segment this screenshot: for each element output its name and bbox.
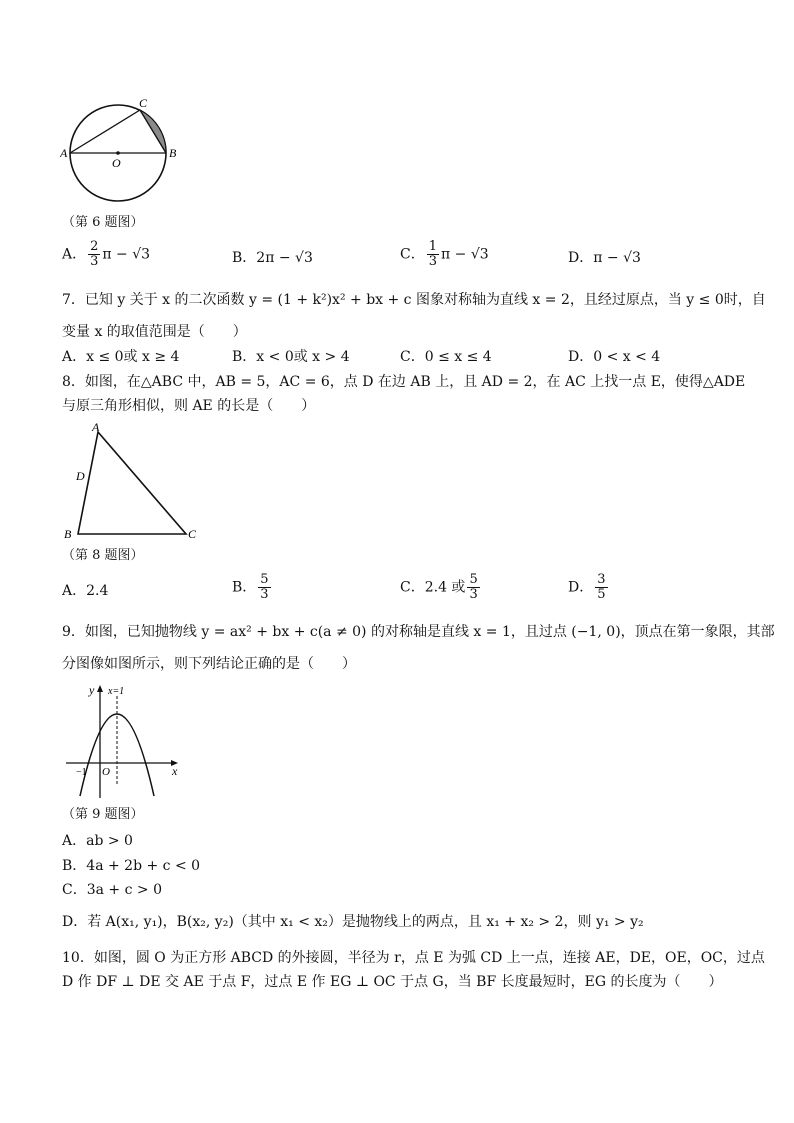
q8-option-d bbox=[568, 573, 610, 602]
option-text: 2.4 或 bbox=[424, 579, 466, 596]
numerator: 1 bbox=[428, 239, 437, 254]
label-x-eq-1: x=1 bbox=[108, 686, 125, 697]
q9-stem-line1: 9．如图，已知抛物线 y = ax² + bx + c(a ≠ 0) 的对称轴是直线 x = 1，且过点 (−1, 0)，顶点在第一象限，其部 bbox=[62, 624, 775, 640]
q9-option-d: D．若 A(x₁, y₁)，B(x₂, y₂)（其中 x₁ < x₂）是抛物线上的两点，且 x₁ + x₂ > 2，则 y₁ > y₂ bbox=[62, 914, 644, 930]
option-text: 0 ≤ x ≤ 4 bbox=[424, 349, 492, 365]
q7-stem-line2: 变量 x 的取值范围是（ ） bbox=[62, 324, 247, 340]
option-text: π − √3 bbox=[441, 246, 489, 263]
denominator: 5 bbox=[597, 587, 606, 602]
option-text: x < 0或 x > 4 bbox=[256, 349, 350, 365]
fraction bbox=[258, 573, 270, 602]
option-letter: D． bbox=[568, 349, 594, 365]
option-letter: B． bbox=[232, 250, 257, 266]
q6-option-c bbox=[400, 240, 489, 269]
option-text: π − √3 bbox=[102, 246, 151, 263]
figure-6-circle bbox=[60, 96, 190, 208]
q7-option-d bbox=[568, 347, 660, 367]
q8-stem-line2: 与原三角形相似，则 AE 的长是（ ） bbox=[62, 398, 316, 414]
denominator: 3 bbox=[469, 587, 478, 602]
label-c: C bbox=[139, 96, 148, 110]
q9-stem-line2: 分图像如图所示，则下列结论正确的是（ ） bbox=[62, 656, 356, 672]
option-text: 2π − √3 bbox=[256, 250, 313, 266]
fraction bbox=[427, 240, 439, 269]
label-o: O bbox=[112, 156, 121, 170]
chord-ac bbox=[70, 110, 140, 153]
figure-6-caption: （第 6 题图） bbox=[62, 215, 144, 230]
chord-cb bbox=[140, 110, 166, 153]
option-letter: C． bbox=[400, 246, 425, 263]
denominator: 3 bbox=[260, 587, 269, 602]
q10-stem-line2: D 作 DF ⊥ DE 交 AE 于点 F，过点 E 作 EG ⊥ OC 于点 G，当 BF 长度最短时，EG 的长度为（ ） bbox=[62, 974, 723, 990]
label-x: x bbox=[172, 764, 178, 778]
label-b: B bbox=[169, 146, 177, 160]
q8-stem-line1: 8．如图，在△ABC 中，AB = 5，AC = 6，点 D 在边 AB 上，且 AD = 2，在 AC 上找一点 E，使得△ADE bbox=[62, 374, 746, 390]
label-c: C bbox=[188, 527, 197, 541]
option-text: π − √3 bbox=[593, 250, 641, 266]
fraction bbox=[467, 573, 479, 602]
center-dot bbox=[116, 151, 120, 155]
figure-8-triangle bbox=[60, 422, 210, 542]
q7-option-c bbox=[400, 347, 492, 367]
option-letter: A． bbox=[62, 246, 87, 263]
label-neg1: −1 bbox=[76, 767, 87, 778]
option-letter: A． bbox=[62, 583, 87, 599]
q8-option-b bbox=[232, 573, 273, 602]
q6-option-a bbox=[62, 240, 150, 269]
option-letter: D． bbox=[568, 250, 594, 266]
numerator: 5 bbox=[469, 572, 478, 587]
option-text: 2.4 bbox=[86, 583, 109, 599]
q7-option-a bbox=[62, 347, 179, 367]
label-a: A bbox=[60, 146, 68, 160]
option-letter: D． bbox=[568, 579, 594, 596]
q6-option-b bbox=[232, 248, 313, 268]
figure-9-parabola bbox=[60, 680, 190, 802]
label-a: A bbox=[92, 422, 100, 434]
label-d: D bbox=[76, 469, 85, 483]
label-o: O bbox=[102, 766, 110, 778]
numerator: 5 bbox=[260, 572, 269, 587]
option-letter: B． bbox=[232, 579, 257, 596]
q6-option-d bbox=[568, 248, 641, 268]
option-letter: A． bbox=[62, 349, 87, 365]
triangle-abc bbox=[78, 432, 186, 534]
q9-option-b: B．4a + 2b + c < 0 bbox=[62, 858, 201, 874]
q9-option-a: A．ab > 0 bbox=[62, 833, 133, 849]
figure-9-caption: （第 9 题图） bbox=[62, 807, 144, 822]
figure-8-caption: （第 8 题图） bbox=[62, 548, 144, 563]
q7-stem-line1: 7．已知 y 关于 x 的二次函数 y = (1 + k²)x² + bx + c 图象对称轴为直线 x = 2，且经过原点，当 y ≤ 0时，自 bbox=[62, 292, 766, 308]
label-b: B bbox=[64, 527, 72, 541]
option-letter: B． bbox=[232, 349, 257, 365]
q8-option-a bbox=[62, 581, 108, 601]
q10-stem-line1: 10．如图，圆 O 为正方形 ABCD 的外接圆，半径为 r，点 E 为弧 CD 上一点，连接 AE，DE，OE，OC，过点 bbox=[62, 950, 765, 966]
q8-option-c bbox=[400, 573, 482, 602]
y-axis-arrow bbox=[97, 685, 103, 692]
q7-option-b bbox=[232, 347, 350, 367]
label-y: y bbox=[89, 683, 95, 697]
numerator: 3 bbox=[597, 572, 606, 587]
q9-option-c: C．3a + c > 0 bbox=[62, 882, 162, 898]
numerator: 2 bbox=[90, 239, 99, 254]
option-text: x ≤ 0或 x ≥ 4 bbox=[86, 349, 180, 365]
denominator: 3 bbox=[428, 254, 437, 269]
option-letter: C． bbox=[400, 349, 425, 365]
fraction bbox=[595, 573, 607, 602]
option-text: 0 < x < 4 bbox=[593, 349, 661, 365]
fraction bbox=[88, 240, 100, 269]
denominator: 3 bbox=[90, 254, 99, 269]
option-letter: C． bbox=[400, 579, 425, 596]
